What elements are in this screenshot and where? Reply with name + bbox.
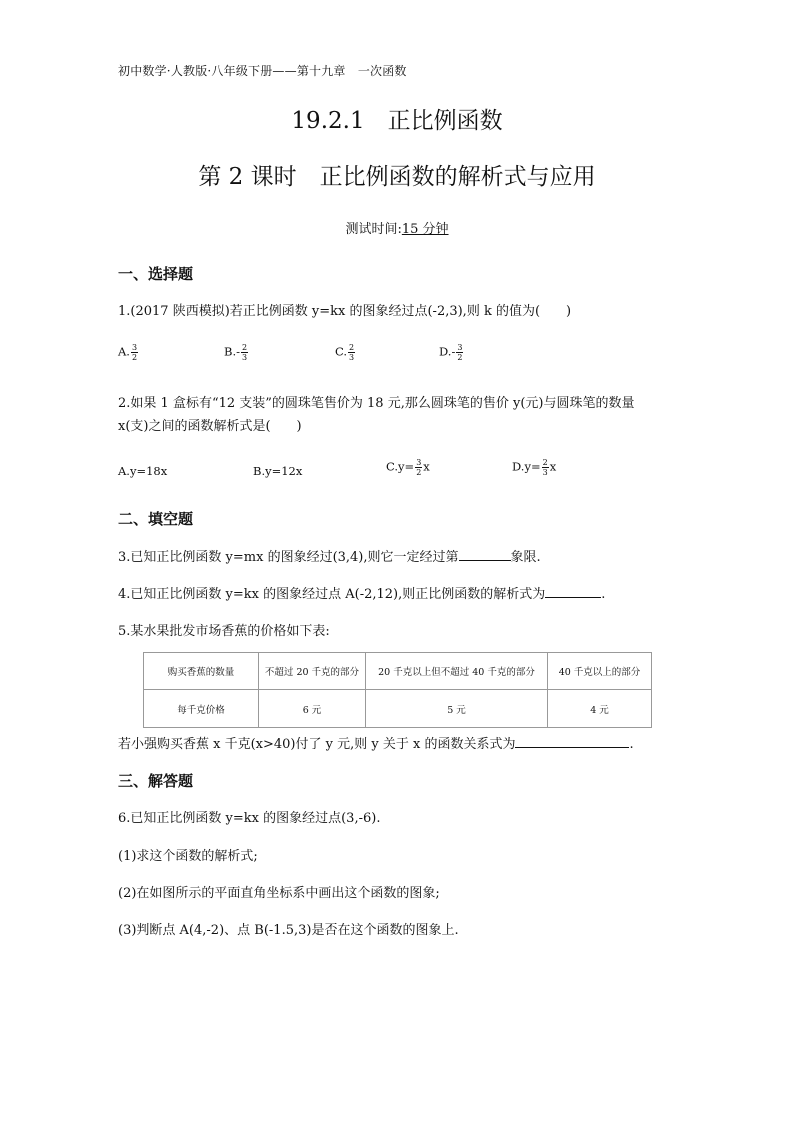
- question-2-option-b: B.y=12x: [253, 464, 303, 478]
- question-1-option-b: B.- $\frac{2}{3}$: [224, 343, 248, 362]
- section-heading-choice: 一、选择题: [118, 265, 194, 283]
- answer-blank[interactable]: [545, 586, 601, 598]
- question-6-part-3: (3)判断点 A(4,-2)、点 B(-1.5,3)是否在这个函数的图象上.: [118, 923, 459, 938]
- table-header-cell: 40 千克以上的部分: [548, 653, 652, 690]
- question-6-part-2: (2)在如图所示的平面直角坐标系中画出这个函数的图象;: [118, 886, 440, 901]
- question-1-option-d: D.- $\frac{3}{2}$: [439, 343, 463, 362]
- table-row: [144, 690, 652, 728]
- test-time: [0, 218, 794, 237]
- fraction: $\frac{2}{3}$: [349, 343, 355, 362]
- table-header-cell: 20 千克以上但不超过 40 千克的部分: [366, 653, 548, 690]
- question-2-option-c: C.y= $\frac{3}{2}$ x: [386, 458, 430, 477]
- question-2-stem-line1: 2.如果 1 盒标有“12 支装”的圆珠笔售价为 18 元,那么圆珠笔的售价 y(元)与圆珠笔的数量: [118, 396, 635, 411]
- question-3: 3.已知正比例函数 y=mx 的图象经过(3,4),则它一定经过第 象限.: [118, 550, 541, 565]
- question-5-followup: 若小强购买香蕉 x 千克(x>40)付了 y 元,则 y 关于 x 的函数关系式为 .: [118, 737, 634, 752]
- table-header-cell: 不超过 20 千克的部分: [259, 653, 366, 690]
- question-2-option-a: A.y=18x: [118, 464, 168, 478]
- fraction: $\frac{2}{3}$: [242, 343, 248, 362]
- table-header-cell: 购买香蕉的数量: [144, 653, 259, 690]
- question-2-stem-line2: x(支)之间的函数解析式是( ): [118, 419, 302, 434]
- fraction: $\frac{3}{2}$: [131, 343, 138, 362]
- table-cell: 6 元: [259, 690, 366, 728]
- test-time-value: 15 分钟: [401, 222, 449, 237]
- fraction: $\frac{3}{2}$: [416, 458, 422, 477]
- test-time-label: 测试时间:: [345, 222, 402, 237]
- question-6-stem: 6.已知正比例函数 y=kx 的图象经过点(3,-6).: [118, 811, 381, 826]
- question-5-stem: 5.某水果批发市场香蕉的价格如下表:: [118, 624, 330, 639]
- table-header-row: [144, 653, 652, 690]
- question-1-stem: 1.(2017 陕西模拟)若正比例函数 y=kx 的图象经过点(-2,3),则 k 的值为( ): [118, 304, 572, 319]
- section-heading-fill: 二、填空题: [118, 510, 194, 528]
- table-cell: 每千克价格: [144, 690, 259, 728]
- lesson-title: 19.2.1 正比例函数: [291, 108, 503, 134]
- answer-blank[interactable]: [515, 736, 629, 748]
- page-header: 初中数学·人教版·八年级下册——第十九章 一次函数: [118, 64, 407, 78]
- question-1-option-c: C. $\frac{2}{3}$: [335, 343, 355, 362]
- question-1-option-a: A. $\frac{3}{2}$: [118, 343, 138, 362]
- question-4: 4.已知正比例函数 y=kx 的图象经过点 A(-2,12),则正比例函数的解析式为 .: [118, 587, 606, 602]
- question-2-option-d: D.y= $\frac{2}{3}$ x: [512, 458, 557, 477]
- fraction: $\frac{2}{3}$: [542, 458, 548, 477]
- banana-price-table: [143, 652, 652, 728]
- fraction: $\frac{3}{2}$: [457, 343, 463, 362]
- lesson-subtitle: 第 2 课时 正比例函数的解析式与应用: [198, 164, 596, 190]
- table-cell: 5 元: [366, 690, 548, 728]
- section-heading-solve: 三、解答题: [118, 772, 194, 790]
- question-6-part-1: (1)求这个函数的解析式;: [118, 849, 258, 864]
- answer-blank[interactable]: [459, 549, 511, 561]
- table-cell: 4 元: [548, 690, 652, 728]
